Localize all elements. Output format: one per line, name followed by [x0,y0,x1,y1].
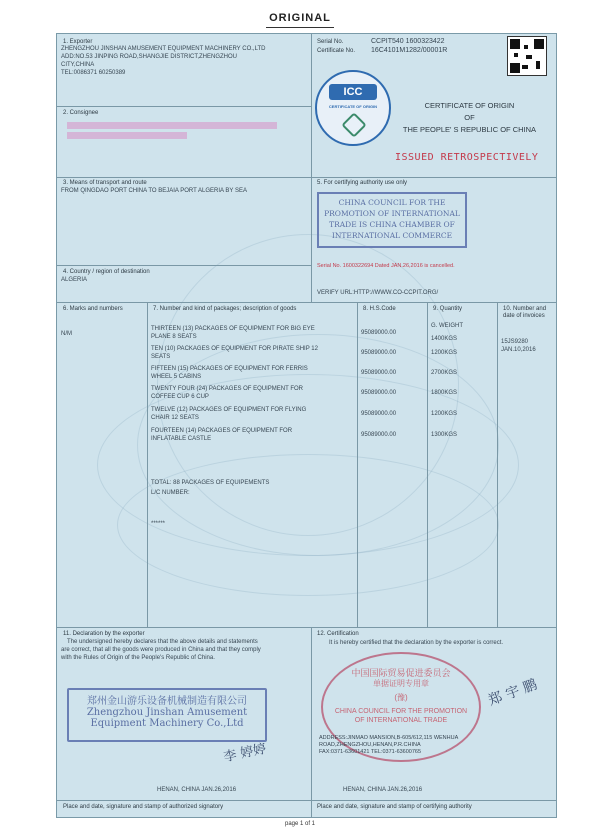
cert-title-line: THE PEOPLE' S REPUBLIC OF CHINA [402,125,537,134]
declaration-text: with the Rules of Origin of the People's Republic of China. [61,655,215,661]
watermark-wave [117,454,499,596]
col-header-invoices: 10. Number and date of invoices [503,306,547,319]
col-header-marks: 6. Marks and numbers [63,306,123,312]
exporter-label: 1. Exporter [63,39,93,45]
cancel-note: Serial No. 1600322694 Dated JAN.26,2016 is cancelled. [317,263,455,269]
exporter-line: ADD:NO.53 JINPING ROAD,SHANGJIE DISTRICT,ZHENGZHOU [61,54,238,60]
declaration-text: are correct, that all the goods were produced in China and that they comply [61,647,261,653]
goods-description: TWENTY FOUR (24) PACKAGES OF EQUIPMENT FOR [151,386,304,392]
exporter-stamp-en: Equipment Machinery Co.,Ltd [90,718,244,729]
redacted-consignee [67,122,277,129]
goods-description: COFFEE CUP 6 CUP [151,394,209,400]
col-header-hs-code: 8. H.S.Code [363,306,396,312]
serial-label: Serial No. [317,39,344,45]
stamp-line: PROMOTION OF INTERNATIONAL [324,209,460,218]
hs-code: 95089000.00 [361,370,397,376]
icc-logo-text: ICC [329,84,377,100]
exporter-stamp [67,688,267,742]
exporter-line: CITY,CHINA [61,62,95,68]
exporter-footer: Place and date, signature and stamp of authorized signatory [63,804,224,810]
exporter-line: ZHENGZHOU JINSHAN AMUSEMENT EQUIPMENT MACHINERY CO.,LTD [61,46,266,52]
exporter-signature: 李 婷婷 [222,741,268,766]
seal-en: CHINA COUNCIL FOR THE PROMOTION [334,708,468,715]
transport-label: 3. Means of transport and route [63,180,147,186]
goods-description: TEN (10) PACKAGES OF EQUIPMENT FOR PIRATE SHIP 12 [151,346,318,352]
exporter-stamp-en: Zhengzhou Jinshan Amusement [86,707,248,718]
hs-code: 95089000.00 [361,330,397,336]
certificate-no-label: Certificate No. [317,48,356,54]
certificate-form [56,33,557,818]
destination-text: ALGERIA [61,277,88,283]
declaration-label: 11. Declaration by the exporter [63,631,145,637]
page-title: ORIGINAL [269,12,331,24]
stamp-line: CHINA COUNCIL FOR THE [338,198,446,207]
stamp-line: INTERNATIONAL COMMERCE [331,231,453,240]
authority-label: 5. For certifying authority use only [317,180,408,186]
page-number: page 1 of 1 [284,821,316,827]
hs-code: 95089000.00 [361,432,397,438]
total-packages: TOTAL: 88 PACKAGES OF EQUIPEMENTS [151,480,270,486]
goods-description: CHAIR 12 SEATS [151,415,199,421]
declaration-text: The undersigned hereby declares that the above details and statements [67,639,258,645]
quantity: 1400KGS [431,336,458,342]
quantity: 1200KGS [431,411,458,417]
goods-description: WHEEL 5 CABINS [151,374,202,380]
title-underline [266,27,334,28]
consignee-label: 2. Consignee [63,110,99,116]
goods-description: FOURTEEN (14) PACKAGES OF EQUIPMENT FOR [151,428,293,434]
seal-en: OF INTERNATIONAL TRADE [354,717,448,724]
authority-place-date: HENAN, CHINA JAN.26,2016 [343,787,423,793]
verify-url: VERIFY URL:HTTP://WWW.CO-CCPIT.ORG/ [317,290,439,296]
quantity: 1300KGS [431,432,458,438]
goods-description: TWELVE (12) PACKAGES OF EQUIPMENT FOR FLYING [151,407,307,413]
quantity: 1200KGS [431,350,458,356]
col-header-quantity: 9. Quantity [433,306,463,312]
seal-cn: 中国国际贸易促进委员会 [351,668,451,678]
transport-text: FROM QINGDAO PORT CHINA TO BEJAIA PORT ALGERIA BY SEA [61,188,247,194]
redacted-consignee [67,132,187,139]
icc-emblem-icon [341,112,366,137]
invoice-date: JAN.10,2016 [501,347,536,353]
seal-province: (豫) [394,693,408,702]
stamp-line: TRADE IS CHINA CHAMBER OF [329,220,455,229]
authority-address: ROAD,ZHENGZHOU,HENAN,P.R.CHINA [319,742,421,748]
exporter-stamp-cn: 郑州金山游乐设备机械制造有限公司 [87,696,247,707]
cert-title-line: OF [464,113,475,122]
quantity: 2700KGS [431,370,458,376]
serial-value: CCPIT540 1600323422 [371,38,445,45]
lc-number: L/C NUMBER: [151,490,190,496]
stars: ****** [151,521,166,527]
goods-description: FIFTEEN (15) PACKAGES OF EQUIPMENT FOR FERRIS [151,366,308,372]
goods-description: PLANE 8 SEATS [151,334,197,340]
goods-description: THIRTEEN (13) PACKAGES OF EQUIPMENT FOR BIG EYE [151,326,315,332]
seal-cn: 单据证明专用章 [373,679,429,688]
icc-logo-subtitle: CERTIFICATE OF ORIGIN [328,104,378,109]
authority-signature: 郑 宇 鹏 [486,676,540,710]
hs-code: 95089000.00 [361,411,397,417]
certification-label: 12. Certification [317,631,359,637]
col-header-description: 7. Number and kind of packages; description of goods [153,306,297,312]
authority-address: ADDRESS:JINMAO MANSION,B-605/612,115 WENHUA [319,735,459,741]
certificate-no-value: 16C4101M1282/00001R [371,47,448,54]
quantity: 1800KGS [431,390,458,396]
cert-title-line: CERTIFICATE OF ORIGIN [424,101,515,110]
qr-code [507,36,547,76]
exporter-place-date: HENAN, CHINA JAN.26,2016 [157,787,237,793]
invoice-number: 15JS9280 [501,339,529,345]
authority-address: FAX:0371-63601421 TEL:0371-63600765 [319,749,422,755]
ccpit-stamp [317,192,467,248]
goods-description: SEATS [151,354,171,360]
authority-footer: Place and date, signature and stamp of certifying authority [317,804,472,810]
issued-retrospectively-stamp: ISSUED RETROSPECTIVELY [395,152,539,163]
icc-logo [315,70,391,146]
g-weight-label: G. WEIGHT [431,323,463,329]
marks-value: N/M [61,331,72,337]
exporter-line: TEL:0086371 60250389 [61,70,126,76]
hs-code: 95089000.00 [361,390,397,396]
certification-text: It is hereby certified that the declaration by the exporter is correct. [329,640,504,646]
goods-description: INFLATABLE CASTLE [151,436,212,442]
hs-code: 95089000.00 [361,350,397,356]
destination-label: 4. Country / region of destination [63,269,150,275]
